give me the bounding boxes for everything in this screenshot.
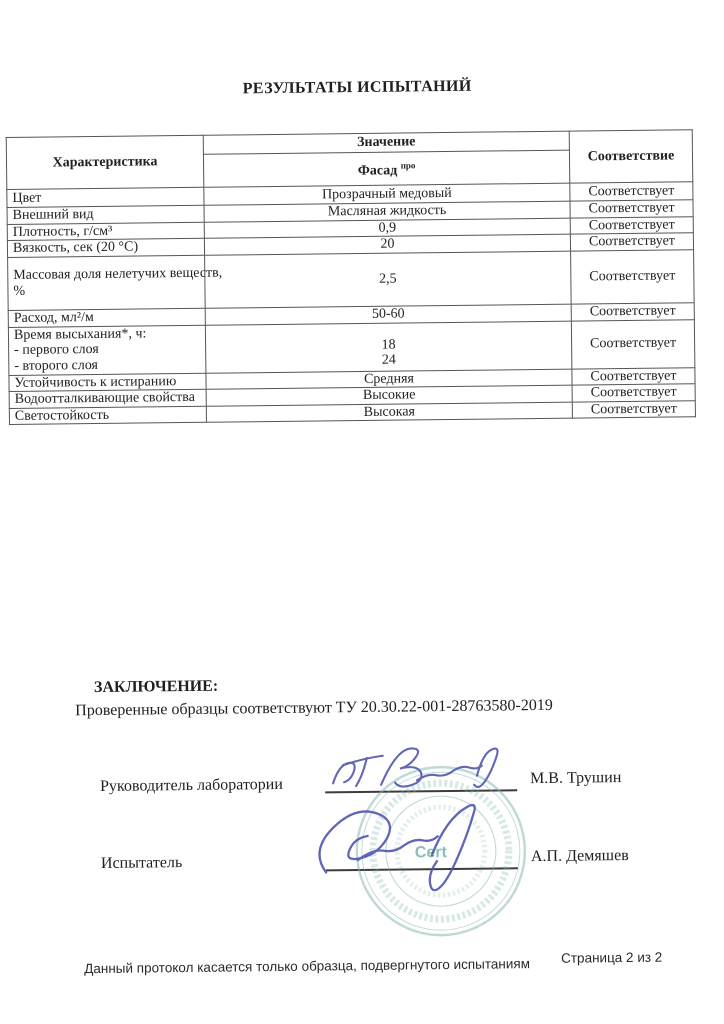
- page-number: Страница 2 из 2: [560, 949, 663, 966]
- header-compliance: Соответствие: [569, 130, 693, 183]
- header-product: [203, 150, 569, 187]
- signature-stroke-tester: [311, 790, 512, 892]
- footer-note: Данный протокол касается только образца, подвергнутого испытаниям: [84, 956, 531, 977]
- conclusion-text: Проверенные образцы соответствуют ТУ 20.30.22-001-28763580-2019: [75, 696, 553, 720]
- table-row: Вязкость, сек (20 °С) 20 Соответствует: [7, 233, 693, 257]
- product-sup: про: [400, 160, 416, 171]
- header-characteristic: Характеристика: [6, 135, 204, 189]
- signature-name: М.В. Трушин: [529, 769, 622, 788]
- conclusion-heading: ЗАКЛЮЧЕНИЕ:: [93, 677, 219, 697]
- table-row: Плотность, г/см³ 0,9 Соответствует: [7, 216, 693, 240]
- stamp-center-text: Cert: [414, 844, 447, 862]
- product-name: Фасад: [357, 163, 398, 179]
- signature-stroke-head-of-lab: [325, 737, 521, 797]
- signature-role-label: Руководитель лаборатории: [100, 775, 283, 795]
- results-table-wrap: [6, 129, 696, 425]
- signature-name: А.П. Демяшев: [530, 846, 629, 866]
- table-row: Время высыхания*, ч: - первого слоя - второго слоя 18 24 Соответствует: [8, 319, 695, 375]
- table-row: Расход, мл²/м 50-60 Соответствует: [8, 302, 694, 327]
- header-value-group: Значение: [203, 131, 569, 154]
- table-row: Устойчивость к истиранию Средняя Соответствует: [9, 367, 695, 391]
- table-row: Внешний вид Масляная жидкость Соответствует: [7, 200, 693, 224]
- table-row: Водоотталкивающие свойства Высокие Соответствует: [9, 384, 695, 408]
- table-row: Цвет Прозрачный медовый Соответствует: [7, 182, 693, 208]
- results-table: [6, 129, 696, 425]
- page-title: РЕЗУЛЬТАТЫ ИСПЫТАНИЙ: [242, 77, 472, 98]
- signature-role-label: Испытатель: [100, 854, 183, 872]
- table-row: Массовая доля нелетучих веществ, % 2,5 Соответствует: [8, 249, 695, 310]
- table-row: Светостойкость Высокая Соответствует: [9, 400, 695, 424]
